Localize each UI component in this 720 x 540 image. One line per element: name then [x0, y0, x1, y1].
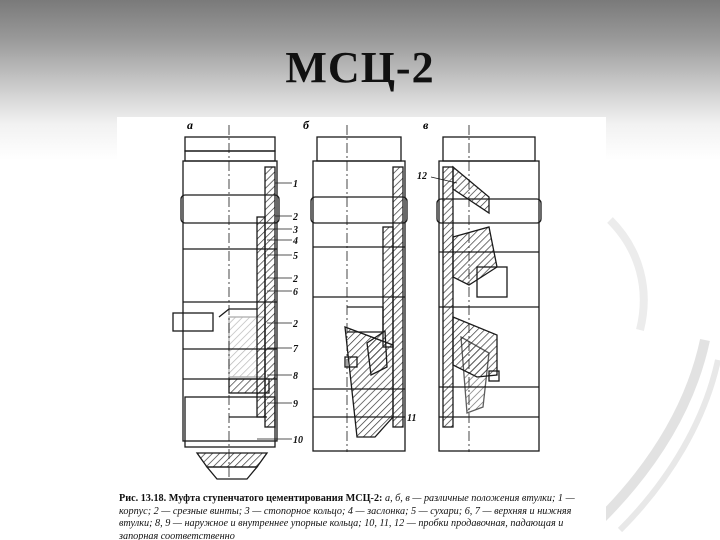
callout-5: 5 — [293, 251, 298, 262]
callout-1: 1 — [293, 179, 298, 190]
callout-2a: 2 — [293, 212, 298, 223]
technical-figure — [117, 117, 606, 540]
variant-label-a: а — [187, 118, 193, 132]
figure-caption — [119, 493, 604, 540]
callout-11: 11 — [407, 413, 417, 424]
callout-12: 12 — [417, 171, 427, 182]
callout-8: 8 — [293, 371, 298, 382]
callout-2c: 2 — [293, 319, 298, 330]
callout-4: 4 — [293, 236, 298, 247]
callout-6: 6 — [293, 287, 298, 298]
coupling-drawing — [117, 117, 606, 540]
caption-heading: Рис. 13.18. Муфта ступенчатого цементирования МСЦ-2: — [119, 493, 383, 504]
variant-label-b: б — [303, 118, 309, 132]
callout-9: 9 — [293, 399, 298, 410]
drawing-v — [437, 125, 541, 452]
callout-10: 10 — [293, 435, 303, 446]
callout-2b: 2 — [293, 274, 298, 285]
callout-7: 7 — [293, 344, 298, 355]
slide-title: МСЦ-2 — [285, 43, 435, 92]
callout-3: 3 — [293, 225, 298, 236]
drawing-a — [173, 125, 279, 479]
caption-text: а, б, в — различные положения втулки; 1 — корпус; 2 — срезные винты; 3 — стопорное кольцо; 4 — заслонка; 5 — сухари; 6, 7 — верхняя и нижняя втулки; 8, 9 — наружное и внутреннее упорные кольца; 10, 11, 12 — пробки продавочная, падающая и запорная соответственно — [119, 493, 575, 540]
drawing-b — [311, 125, 407, 452]
variant-label-v: в — [423, 118, 429, 132]
